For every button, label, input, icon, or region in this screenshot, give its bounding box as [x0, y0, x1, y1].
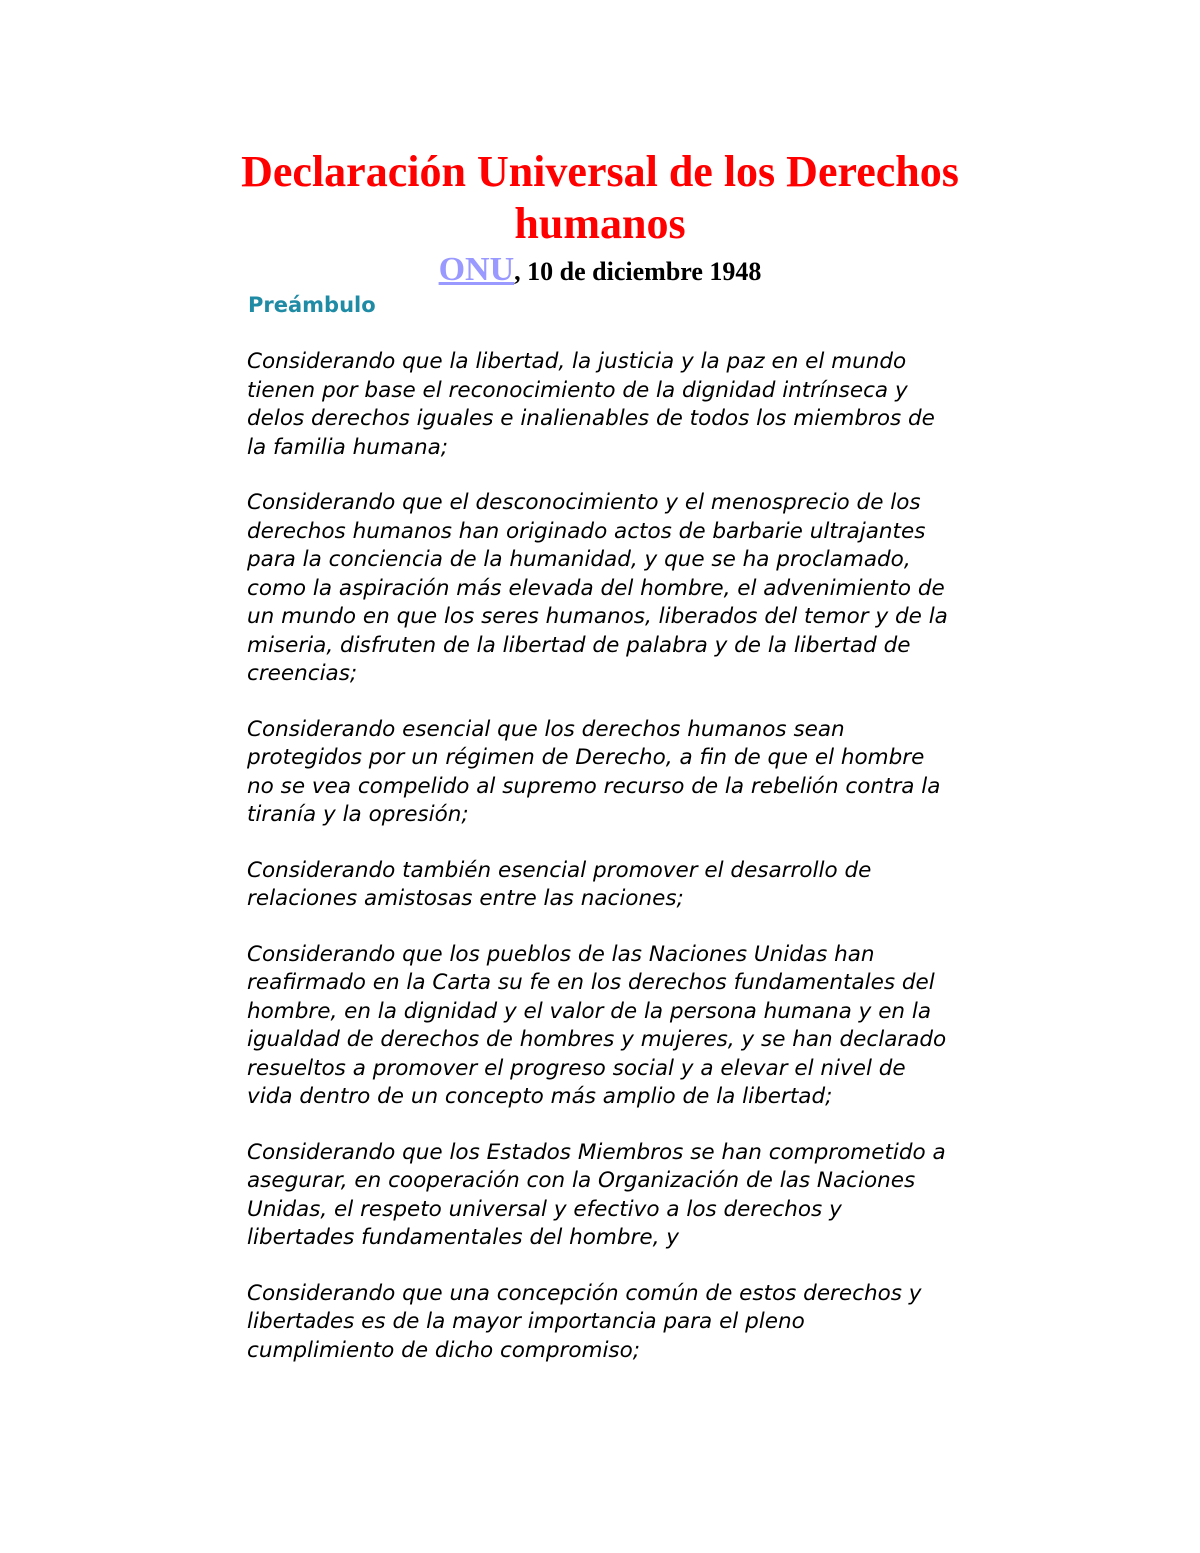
paragraph-line: para la conciencia de la humanidad, y que se ha proclamado, [247, 547, 911, 572]
document-body [247, 348, 1037, 1392]
paragraph-line: relaciones amistosas entre las naciones; [247, 886, 684, 911]
paragraph-line: tienen por base el reconocimiento de la dignidad intrínseca y [247, 377, 908, 403]
paragraph-line: la familia humana; [247, 434, 449, 460]
paragraph-line: Considerando que los Estados Miembros se han comprometido a [247, 1139, 946, 1165]
preamble-paragraph [247, 1280, 1037, 1366]
document-subtitle [150, 250, 1050, 292]
paragraph-line: delos derechos iguales e inalienables de todos los miembros de [247, 406, 935, 431]
paragraph-line: igualdad de derechos de hombres y mujeres, y se han declarado [247, 1027, 947, 1052]
preamble-paragraph [247, 489, 1037, 689]
document-date: , 10 de diciembre 1948 [514, 257, 762, 286]
paragraph-line: Considerando que los pueblos de las Naciones Unidas han [247, 941, 875, 967]
paragraph-line: no se vea compelido al supremo recurso de la rebelión contra la [247, 773, 941, 799]
paragraph-line: libertades es de la mayor importancia para el pleno [247, 1309, 805, 1334]
paragraph-line: como la aspiración más elevada del hombre, el advenimiento de [247, 575, 945, 601]
title-line: humanos [514, 199, 686, 248]
preamble-paragraph [247, 857, 1037, 914]
paragraph-line: Considerando también esencial promover el desarrollo de [247, 857, 872, 883]
preamble-paragraph [247, 1139, 1037, 1253]
paragraph-line: Considerando que la libertad, la justicia y la paz en el mundo [247, 349, 907, 374]
paragraph-line: asegurar, en cooperación con la Organización de las Naciones [247, 1168, 916, 1193]
preamble-paragraph [247, 348, 1037, 462]
paragraph-line: tiranía y la opresión; [247, 802, 469, 827]
preamble-paragraph [247, 941, 1037, 1112]
paragraph-line: vida dentro de un concepto más amplio de la libertad; [247, 1084, 833, 1109]
paragraph-line: hombre, en la dignidad y el valor de la persona humana y en la [247, 998, 932, 1024]
paragraph-line: Considerando que el desconocimiento y el menosprecio de los [247, 490, 921, 515]
paragraph-line: creencias; [247, 661, 358, 686]
paragraph-line: resueltos a promover el progreso social y a elevar el nivel de [247, 1055, 906, 1081]
paragraph-line: reafirmado en la Carta su fe en los derechos fundamentales del [247, 970, 935, 995]
onu-link[interactable]: ONU [438, 251, 515, 288]
title-line: Declaración Universal de los Derechos [241, 147, 959, 196]
document-title [150, 146, 1050, 250]
paragraph-line: cumplimiento de dicho compromiso; [247, 1337, 641, 1363]
paragraph-line: protegidos por un régimen de Derecho, a fin de que el hombre [247, 745, 925, 770]
paragraph-line: derechos humanos han originado actos de barbarie ultrajantes [247, 518, 926, 544]
paragraph-line: Considerando esencial que los derechos humanos sean [247, 716, 845, 742]
paragraph-line: Considerando que una concepción común de estos derechos y [247, 1280, 922, 1306]
paragraph-line: un mundo en que los seres humanos, liberados del temor y de la [247, 604, 948, 629]
section-heading: Preámbulo [248, 293, 376, 317]
preamble-paragraph [247, 716, 1037, 830]
paragraph-line: libertades fundamentales del hombre, y [247, 1225, 679, 1250]
paragraph-line: Unidas, el respeto universal y efectivo a los derechos y [247, 1196, 842, 1222]
paragraph-line: miseria, disfruten de la libertad de palabra y de la libertad de [247, 632, 911, 658]
